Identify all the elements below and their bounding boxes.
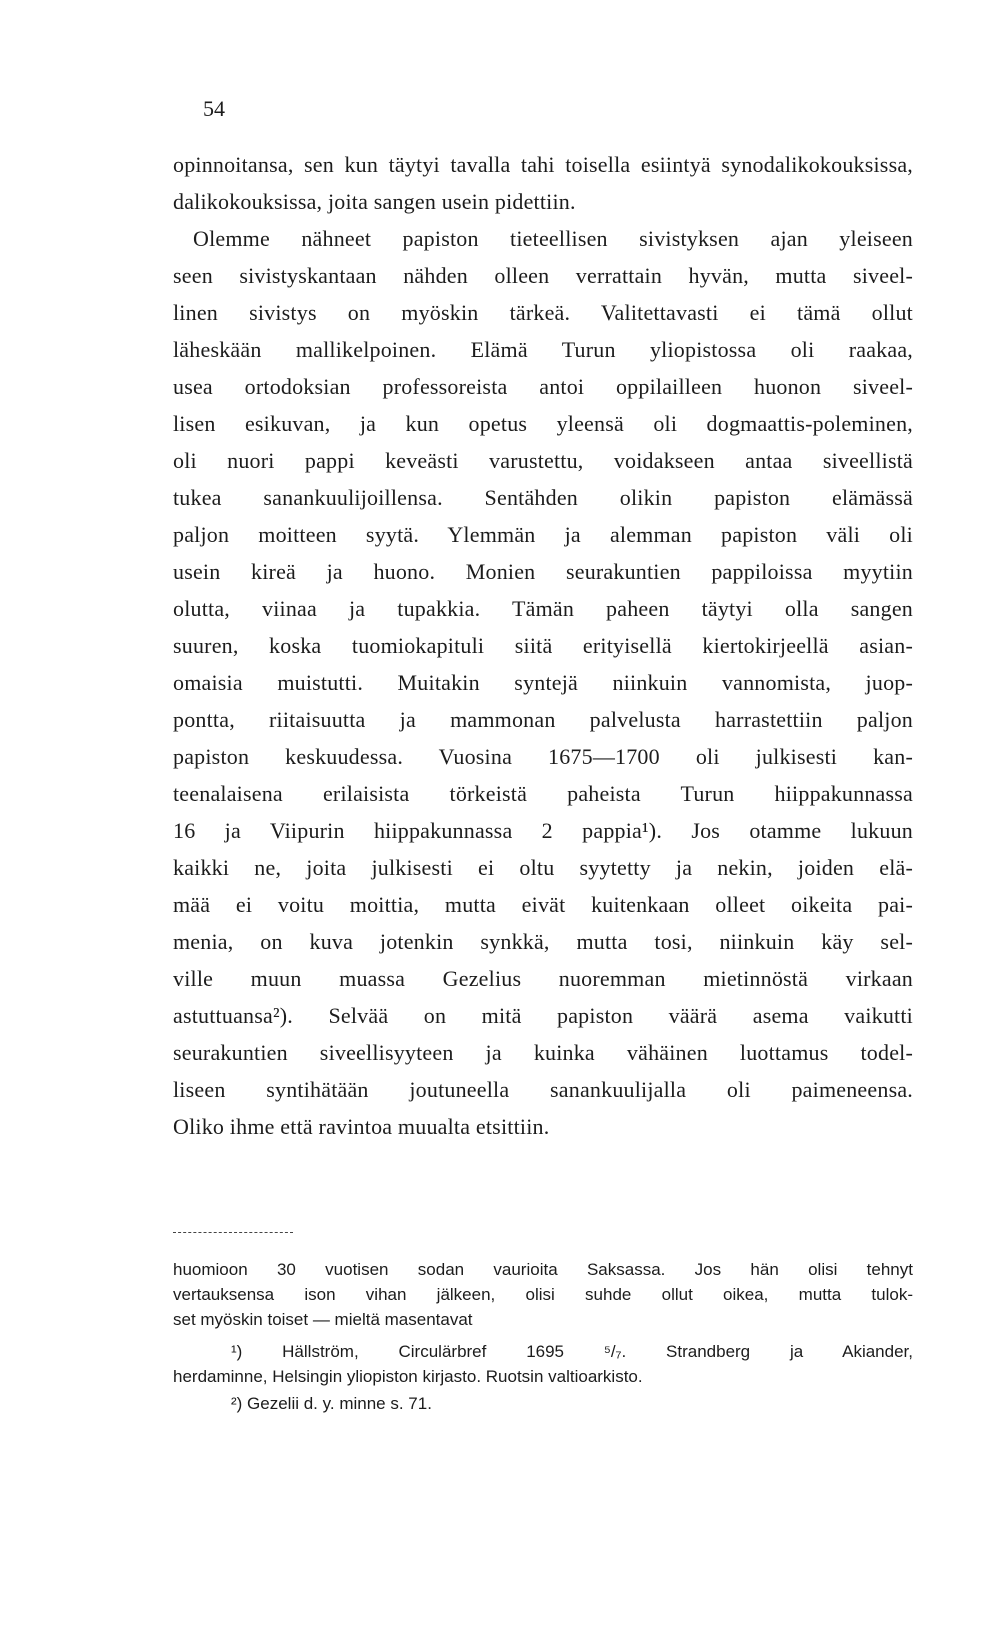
body-line: papiston keskuudessa. Vuosina 1675—1700 oli julkisesti kan-: [173, 744, 913, 769]
body-line: tukea sanankuulijoillensa. Sentähden olikin papiston elämässä: [173, 485, 913, 510]
body-line: opinnoitansa, sen kun täytyi tavalla tahi toisella esiintyä synodalikokouksissa,: [173, 152, 913, 177]
body-line: astuttuansa²). Selvää on mitä papiston väärä asema vaikutti: [173, 1003, 913, 1028]
body-line: ville muun muassa Gezelius nuoremman mietinnöstä virkaan: [173, 966, 913, 991]
body-line: dalikokouksissa, joita sangen usein pidettiin.: [173, 189, 576, 214]
body-line: seurakuntien siveellisyyteen ja kuinka vähäinen luottamus todel-: [173, 1040, 913, 1065]
footnote-line: herdaminne, Helsingin yliopiston kirjasto. Ruotsin valtioarkisto.: [173, 1367, 643, 1386]
body-line: paljon moitteen syytä. Ylemmän ja alemman papiston väli oli: [173, 522, 913, 547]
body-line: seen sivistyskantaan nähden olleen verrattain hyvän, mutta siveel-: [173, 263, 913, 288]
footnote-line: set myöskin toiset — mieltä masentavat: [173, 1310, 473, 1329]
body-line: mää ei voitu moittia, mutta eivät kuitenkaan olleet oikeita pai-: [173, 892, 913, 917]
body-line: suuren, koska tuomiokapituli siitä erityisellä kiertokirjeellä asian-: [173, 633, 913, 658]
body-line: Olemme nähneet papiston tieteellisen sivistyksen ajan yleiseen: [193, 226, 913, 251]
body-line: teenalaisena erilaisista törkeistä paheista Turun hiippakunnassa: [173, 781, 913, 806]
body-line: usein kireä ja huono. Monien seurakuntien pappiloissa myytiin: [173, 559, 913, 584]
body-line: 16 ja Viipurin hiippakunnassa 2 pappia¹). Jos otamme lukuun: [173, 818, 913, 843]
body-line: läheskään mallikelpoinen. Elämä Turun yliopistossa oli raakaa,: [173, 337, 913, 362]
footnote-line: ¹) Hällström, Circulärbref 1695 ⁵/₇. Strandberg ja Akiander,: [231, 1342, 913, 1361]
footnote-line: vertauksensa ison vihan jälkeen, olisi suhde ollut oikea, mutta tulok-: [173, 1285, 913, 1304]
body-line: Oliko ihme että ravintoa muualta etsittiin.: [173, 1114, 550, 1139]
body-line: menia, on kuva jotenkin synkkä, mutta tosi, niinkuin käy sel-: [173, 929, 913, 954]
body-line: linen sivistys on myöskin tärkeä. Valitettavasti ei tämä ollut: [173, 300, 913, 325]
body-line: usea ortodoksian professoreista antoi oppilailleen huonon siveel-: [173, 374, 913, 399]
footnote-line: huomioon 30 vuotisen sodan vaurioita Saksassa. Jos hän olisi tehnyt: [173, 1260, 913, 1279]
body-line: omaisia muistutti. Muitakin syntejä niinkuin vannomista, juop-: [173, 670, 913, 695]
body-line: oli nuori pappi keveästi varustettu, voidakseen antaa siveellistä: [173, 448, 913, 473]
body-line: kaikki ne, joita julkisesti ei oltu syytetty ja nekin, joiden elä-: [173, 855, 913, 880]
body-line: lisen esikuvan, ja kun opetus yleensä oli dogmaattis-poleminen,: [173, 411, 913, 436]
footnote-line: ²) Gezelii d. y. minne s. 71.: [231, 1394, 432, 1413]
page-number: 54: [203, 96, 225, 121]
body-line: liseen syntihätään joutuneella sanankuulijalla oli paimeneensa.: [173, 1077, 913, 1102]
body-line: pontta, riitaisuutta ja mammonan palvelusta harrastettiin paljon: [173, 707, 913, 732]
body-line: olutta, viinaa ja tupakkia. Tämän paheen täytyi olla sangen: [173, 596, 913, 621]
footnote-separator: [173, 1232, 293, 1233]
